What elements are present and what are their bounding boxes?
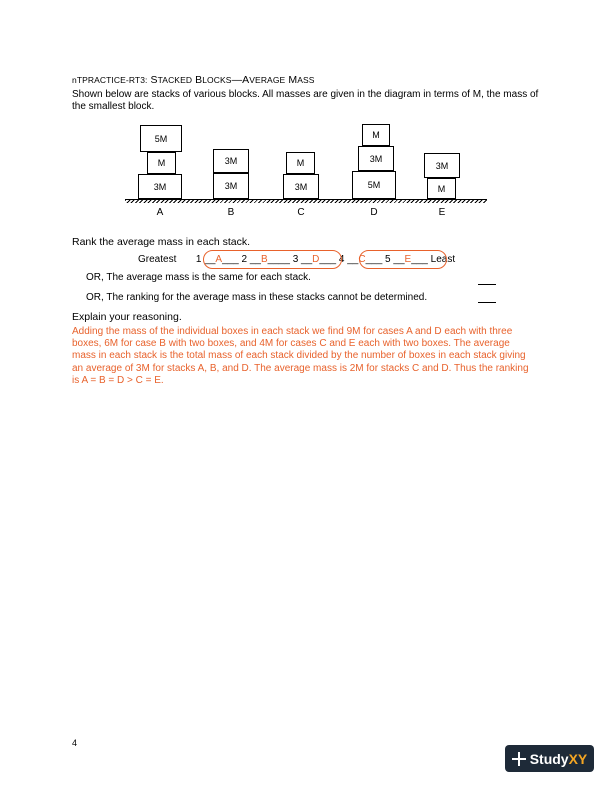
option-same: OR, The average mass is the same for each stack. — [86, 272, 311, 283]
answer-text: Adding the mass of the individual boxes in each stack we find 9M for cases A and D each with three boxes, 6M for case B with two boxes, and 4M for cases C and E each with two boxes. The average mass in each stack is the total mass of each stack divided by the number of boxes in each stack giving an average of 3M for stacks A, B, and D. The average mass is 2M for stacks C and D. Thus the ranking is A = B = D > C = E. — [72, 326, 529, 386]
rank-num-1: 1 — [195, 254, 202, 265]
plus-icon — [512, 752, 526, 766]
rank-answer-2[interactable]: B — [261, 254, 268, 265]
stack-label-d: D — [370, 207, 378, 218]
block-a-middle: M — [147, 152, 176, 174]
block-c-bottom: 3M — [283, 174, 319, 199]
studyxy-logo — [505, 745, 594, 772]
option-undetermined-blank[interactable] — [478, 302, 496, 303]
block-d-middle: 3M — [358, 146, 394, 171]
stack-label-b: B — [227, 207, 235, 218]
equal-group-oval-1 — [203, 250, 342, 269]
page-number: 4 — [72, 738, 78, 748]
block-c-top: M — [286, 152, 315, 174]
block-a-bottom: 3M — [138, 174, 182, 199]
block-b-bottom: 3M — [213, 173, 249, 199]
ranking-row: Greatest 1 __A___ 2 __B____ 3 __D___ 4 __C___ 5 __E___ Least — [138, 254, 456, 265]
stack-label-c: C — [297, 207, 305, 218]
rank-prompt: Rank the average mass in each stack. — [72, 236, 251, 248]
option-undetermined: OR, The ranking for the average mass in these stacks cannot be determined. — [86, 292, 428, 303]
block-b-top: 3M — [213, 149, 249, 173]
rank-num-3: 3 — [292, 254, 299, 265]
brand-study: Study — [529, 750, 569, 767]
problem-title: nTPRACTICE-RT3: STACKED BLOCKS—AVERAGE MASS — [72, 74, 315, 86]
rank-answer-5[interactable]: E — [404, 254, 412, 265]
rank-num-5: 5 — [385, 254, 391, 265]
block-e-bottom: M — [427, 178, 456, 199]
rank-answer-3[interactable]: D — [312, 254, 320, 265]
stacks-diagram — [0, 0, 612, 230]
stack-label-e: E — [438, 207, 446, 218]
rank-num-4: 4 — [338, 254, 345, 265]
option-same-blank[interactable] — [478, 284, 496, 285]
brand-xy: XY — [568, 750, 588, 767]
block-e-top: 3M — [424, 153, 460, 178]
block-a-top: 5M — [140, 125, 182, 152]
rank-num-2: 2 — [241, 254, 248, 265]
rank-answer-1[interactable]: A — [215, 254, 223, 265]
ground-line — [125, 199, 487, 203]
rank-answer-4[interactable]: C — [358, 254, 366, 265]
greatest-label: Greatest — [138, 254, 177, 265]
block-d-bottom: 5M — [352, 171, 396, 199]
equal-group-oval-2 — [359, 250, 447, 269]
block-d-top: M — [362, 124, 390, 146]
least-label: Least — [430, 254, 456, 265]
explain-prompt: Explain your reasoning. — [72, 311, 182, 323]
intro-text: Shown below are stacks of various blocks. All masses are given in the diagram in terms of M, the mass of the smallest block. — [72, 89, 539, 112]
stack-label-a: A — [156, 207, 164, 218]
